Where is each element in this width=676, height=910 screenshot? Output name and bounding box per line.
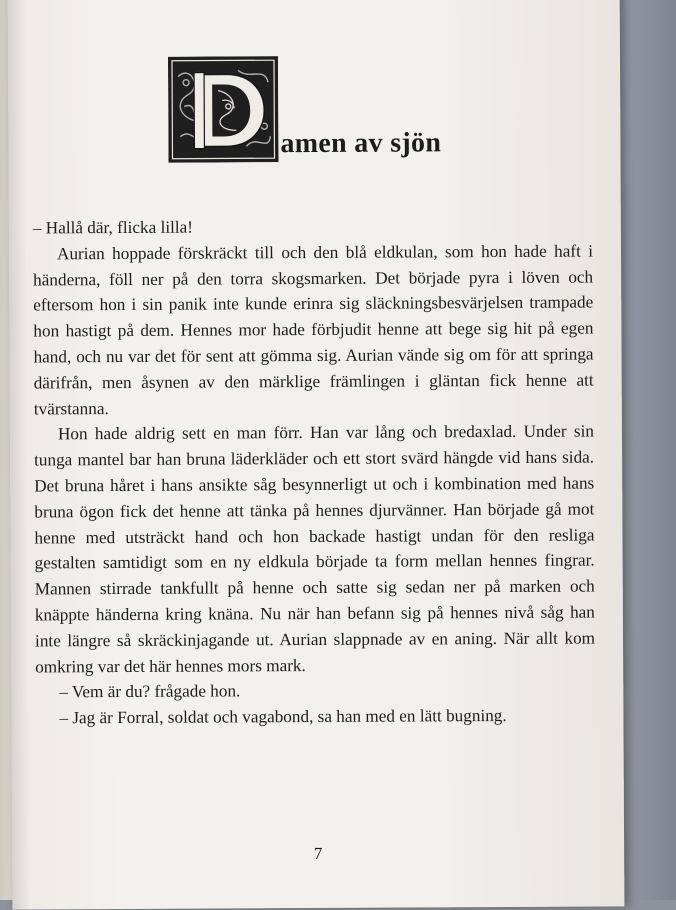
chapter-heading bbox=[168, 51, 441, 162]
dialogue-line: – Jag är Forral, soldat och vagabond, sa han med en lätt bugning. bbox=[59, 706, 507, 728]
chapter-title: amen av sjön bbox=[280, 127, 442, 160]
page-number: 7 bbox=[313, 843, 323, 863]
dialogue-line: – Vem är du? frågade hon. bbox=[59, 681, 241, 702]
chapter-body bbox=[33, 213, 596, 732]
paragraph: Aurian hoppade förskräckt till och den blå eldkulan, som hon hade haft i händerna, föll ner på den torra skogsmarken. Det började pyra i löven och eftersom hon i sin panik inte kunde erinra sig släckningsbesvärjelsen trampade hon hastigt på dem. Hennes mor hade förbjudit henne att bege sig hit på egen hand, och nu var det för sent att gömma sig. Aurian vände sig om för att springa därifrån, men åsynen av den märklige främlingen i gläntan fick henne att tvärstanna. bbox=[33, 241, 594, 419]
paragraph: Hon hade aldrig sett en man förr. Han var lång och bredaxlad. Under sin tunga mantel bar han bruna läderkläder och ett stort svärd hängde vid hans sida. Det bruna håret i hans ansikte såg besynnerligt ut och i kombination med hans bruna ögon fick det henne att tänka på hennes djurvänner. Han började gå mot henne med utsträckt hand och hon backade hastigt undan för den resliga gestalten samtidigt som en ny eldkula började ta form mellan hennes fingrar. Mannen stirrade tankfullt på henne och satte sig sedan ner på marken och knäppte händerna kring knäna. Nu när han befann sig på hennes nivå såg han inte längre så skräckinjagande ut. Aurian slappnade av en aning. När allt kom omkring var det här hennes mors mark. bbox=[34, 421, 596, 676]
page-gutter-shadow bbox=[8, 0, 31, 910]
dialogue-line: – Hallå där, flicka lilla! bbox=[32, 217, 194, 238]
ornamental-drop-cap bbox=[168, 56, 279, 163]
book-page bbox=[8, 0, 625, 910]
